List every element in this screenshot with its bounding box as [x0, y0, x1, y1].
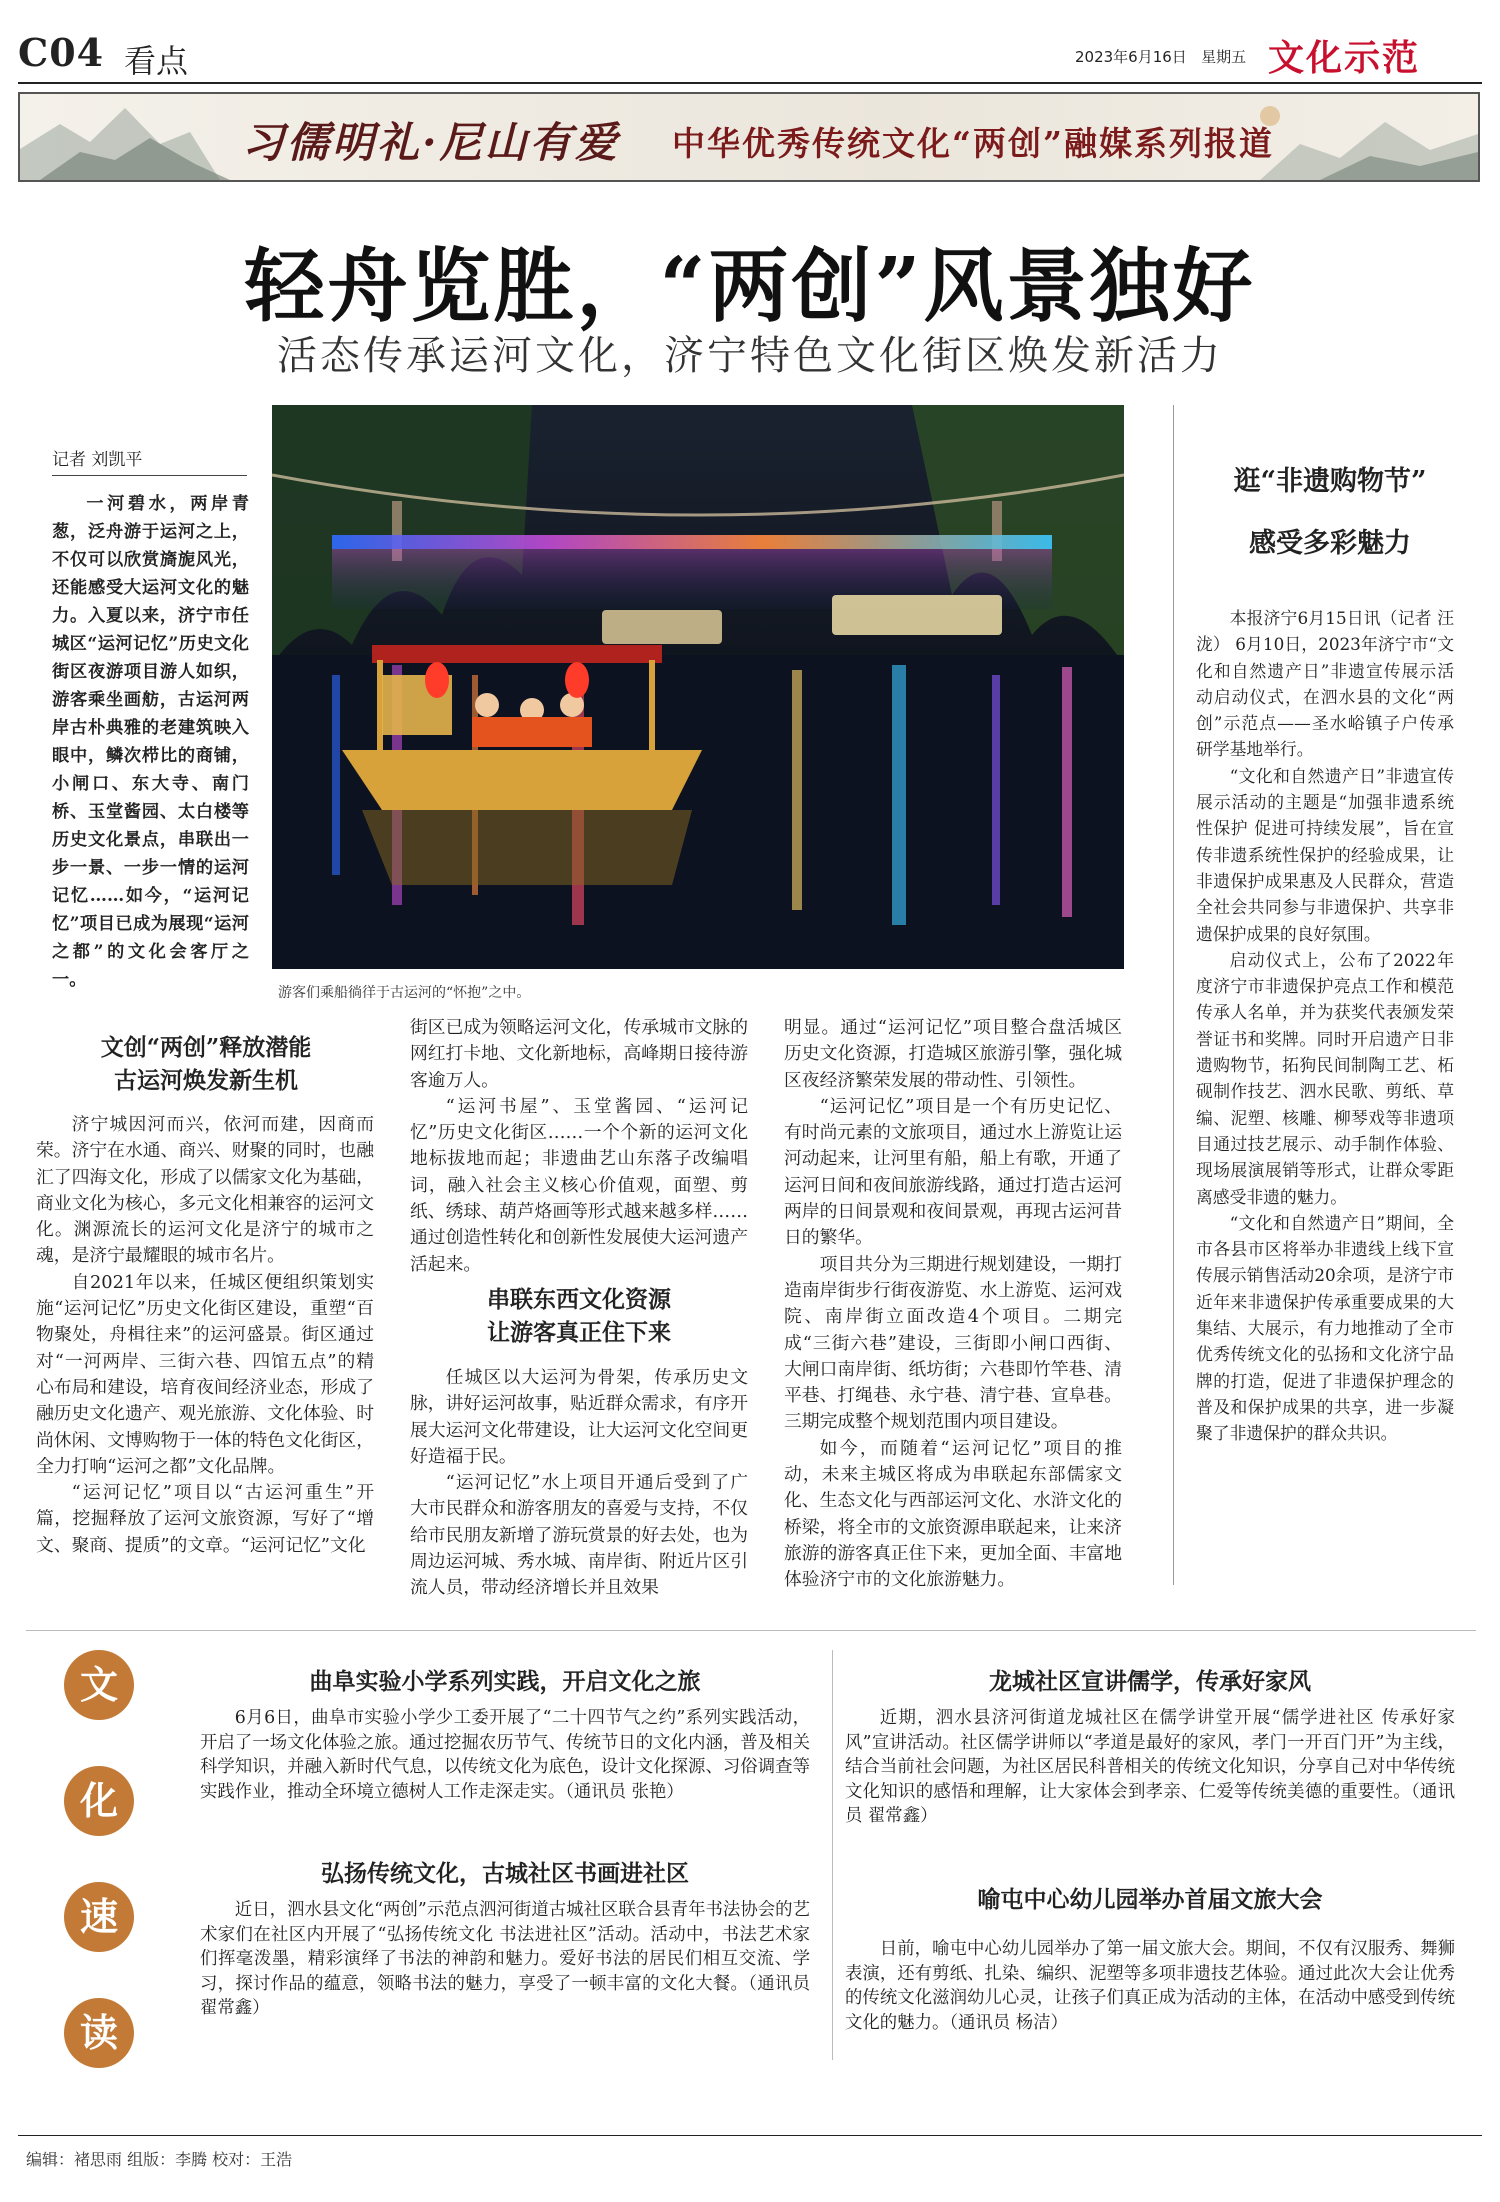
column-2 — [410, 1015, 748, 1278]
sub-headline: 活态传承运河文化，济宁特色文化街区焕发新活力 — [277, 333, 1223, 379]
body-paragraph: 济宁城因河而兴，依河而建，因商而荣。济宁在水通、商兴、财聚的同时，也融汇了四海文化，形成了以儒家文化为基础，商业文化为核心，多元文化相兼容的运河文化。渊源流长的运河文化是济宁的城市之魂，是济宁最耀眼的城市名片。 — [36, 1114, 374, 1267]
main-headline: 轻舟览胜，“两创”风景独好 — [244, 239, 1256, 333]
photo-caption: 游客们乘船徜徉于古运河的“怀抱”之中。 — [278, 985, 531, 1001]
brief-title: 龙城社区宣讲儒学，传承好家风 — [989, 1668, 1311, 1695]
photo-illustration — [272, 405, 1124, 969]
section-heading-line2: 古运河焕发新生机 — [114, 1067, 298, 1094]
sidebar-paragraph: 启动仪式上，公布了2022年度济宁市非遗保护亮点工作和模范传承人名单，并为获奖代表颁发荣誉证书和奖牌。同时开启遗产日非遗购物节，拓狗民间制陶工艺、柘砚制作技艺、泗水民歌、剪纸、草编、泥塑、核雕、柳琴戏等非遗项目通过技艺展示、动手制作体验、现场展演展销等形式，让群众零距离感受非遗的魅力。 — [1196, 949, 1454, 1207]
byline: 记者 刘凯平 — [52, 450, 143, 470]
issue-weekday: 星期五 — [1201, 48, 1247, 66]
brief-body: 近日，泗水县文化“两创”示范点泗河街道古城社区联合县青年书法协会的艺术家们在社区内开展了“弘扬传统文化 书法进社区”活动。活动中，书法艺术家们挥毫泼墨，精彩演绎了书法的神韵和魅力。爱好书法的居民们相互交流、学习，探讨作品的蕴意，领略书法的魅力，享受了一顿丰富的文化大餐。（通讯员 翟常鑫） — [200, 1900, 810, 2019]
series-banner — [18, 92, 1480, 182]
body-paragraph: 自2021年以来，任城区便组织策划实施“运河记忆”历史文化街区建设，重塑“百物聚处，舟楫往来”的运河盛景。街区通过对“一河两岸、三街六巷、四馆五点”的精心布局和建设，培育夜间经济业态，形成了融历史文化遗产、观光旅游、文化体验、时尚休闲、文博购物于一体的特色文化街区，全力打响“运河之都”文化品牌。 — [36, 1271, 374, 1477]
lead-paragraph — [52, 490, 249, 994]
body-paragraph: 街区已成为领略运河文化，传承城市文脉的网红打卡地、文化新地标，高峰期日接待游客逾万人。 — [410, 1017, 748, 1091]
body-paragraph: “运河记忆”水上项目开通后受到了广大市民群众和游客朋友的喜爱与支持，不仅给市民朋友新增了游玩赏景的好去处，也为周边运河城、秀水城、南岸街、附近片区引流人员，带动经济增长并且效果 — [410, 1472, 748, 1599]
briefs-divider — [832, 1650, 833, 2060]
column-1 — [36, 1112, 374, 1559]
newspaper-logo: 文化示范 — [1268, 37, 1421, 79]
sidebar-paragraph: 本报济宁6月15日讯（记者 汪泷） 6月10日，2023年济宁市“文化和自然遗产日”非遗宣传展示活动启动仪式，在泗水县的文化“两创”示范点——圣水峪镇子户传承研学基地举行。 — [1196, 608, 1454, 760]
section-heading-line1: 文创“两创”释放潜能 — [100, 1034, 312, 1061]
sidebar-paragraph: “文化和自然遗产日”非遗宣传展示活动的主题是“加强非遗系统性保护 促进可持续发展”，旨在宣传非遗系统性保护的经验成果，让非遗保护成果惠及人民群众，营造全社会共同参与非遗保护、共享非遗保护成果的良好氛围。 — [1196, 765, 1454, 944]
dateline — [1075, 46, 1246, 67]
lead-text: 一河碧水，两岸青葱，泛舟游于运河之上，不仅可以欣赏旖旎风光，还能感受大运河文化的魅力。入夏以来，济宁市任城区“运河记忆”历史文化街区夜游项目游人如织，游客乘坐画舫，古运河两岸古朴典雅的老建筑映入眼中，鳞次栉比的商铺，小闸口、东大寺、南门桥、玉堂酱园、太白楼等历史文化景点，串联出一步一景、一步一情的运河记忆……如今，“运河记忆”项目已成为展现“运河之都”的文化会客厅之一。 — [52, 494, 249, 990]
brief-item — [845, 1937, 1455, 2035]
briefs-label-char: 化 — [64, 1766, 134, 1836]
section-heading-line1: 串联东西文化资源 — [487, 1286, 671, 1313]
sidebar-title-line2: 感受多彩魅力 — [1249, 528, 1411, 559]
briefs-label-char: 读 — [64, 1998, 134, 2068]
body-paragraph: 项目共分为三期进行规划建设，一期打造南岸街步行街夜游览、水上游览、运河戏院、南岸街立面改造4个项目。二期完成“三街六巷”建设，三街即小闸口西街、大闸口南岸街、纸坊街；六巷即竹竿巷、清平巷、打绳巷、永宁巷、清宁巷、宣阜巷。三期完成整个规划范围内项目建设。 — [784, 1253, 1122, 1433]
briefs-label-char: 速 — [64, 1882, 134, 1952]
night-boat-photo — [272, 405, 1124, 969]
byline-rule — [52, 475, 247, 476]
body-paragraph: “运河记忆”项目以“古运河重生”开篇，挖掘释放了运河文旅资源，写好了“增文、聚商、提质”的文章。“运河记忆”文化 — [36, 1482, 374, 1556]
section-heading-line2: 让游客真正住下来 — [487, 1319, 671, 1346]
brief-item — [200, 1706, 810, 1804]
sidebar-title-line1: 逛“非遗购物节” — [1233, 466, 1427, 497]
editor-credits: 编辑：褚思雨 组版：李腾 校对：王浩 — [26, 2150, 293, 2169]
briefs-label-char: 文 — [64, 1650, 134, 1720]
brief-item — [200, 1898, 810, 2021]
sidebar-paragraph: “文化和自然遗产日”期间，全市各县市区将举办非遗线上线下宣传展示销售活动20余项，是济宁市近年来非遗保护传承重要成果的大集结、大展示，有力地推动了全市优秀传统文化的弘扬和文化济宁品牌的打造，促进了非遗保护理念的普及和保护成果的共享，进一步凝聚了非遗保护的群众共识。 — [1196, 1212, 1454, 1444]
body-paragraph: 明显。通过“运河记忆”项目整合盘活城区历史文化资源，打造城区旅游引擎，强化城区夜经济繁荣发展的带动性、引领性。 — [784, 1017, 1122, 1091]
brief-body: 近期，泗水县济河街道龙城社区在儒学讲堂开展“儒学进社区 传承好家风”宣讲活动。社区儒学讲师以“孝道是最好的家风，孝门一开百门开”为主线，结合当前社会问题，为社区居民科普相关的传统文化知识，分享自己对中华传统文化知识的感悟和理解，让大家体会到孝亲、仁爱等传统美德的重要性。（通讯员 翟常鑫） — [845, 1708, 1455, 1827]
masthead-rule — [18, 82, 1482, 84]
brief-body: 日前，喻屯中心幼儿园举办了第一届文旅大会。期间，不仅有汉服秀、舞狮表演，还有剪纸、扎染、编织、泥塑等多项非遗技艺体验。通过此次大会让优秀的传统文化滋润幼儿心灵，让孩子们真正成为活动的主体，在活动中感受到传统文化的魅力。（通讯员 杨洁） — [845, 1939, 1455, 2033]
sidebar-divider — [1173, 405, 1174, 1585]
body-paragraph: “运河记忆”项目是一个有历史记忆、有时尚元素的文旅项目，通过水上游览让运河动起来，让河里有船，船上有歌，开通了运河日间和夜间旅游线路，通过打造古运河两岸的日间景观和夜间景观，再现古运河昔日的繁华。 — [784, 1095, 1122, 1249]
brief-item — [845, 1706, 1455, 1829]
column-2-continued — [410, 1365, 748, 1602]
brief-title: 弘扬传统文化，古城社区书画进社区 — [321, 1860, 689, 1887]
body-paragraph: “运河书屋”、玉堂酱园、“运河记忆”历史文化街区……一个个新的运河文化地标拔地而起；非遗曲艺山东落子改编唱词，融入社会主义核心价值观，面塑、剪纸、绣球、葫芦烙画等形式越来越多样……通过创造性转化和创新性发展使大运河遗产活起来。 — [410, 1095, 748, 1275]
footer-rule — [18, 2135, 1482, 2136]
brief-body: 6月6日，曲阜市实验小学少工委开展了“二十四节气之约”系列实践活动，开启了一场文化体验之旅。通过挖掘农历节气、传统节日的文化内涵，普及相关科学知识，并融入新时代气息，以传统文化为底色，设计文化探源、习俗调查等实践作业，推动全环境立德树人工作走深走实。（通讯员 张艳） — [200, 1708, 810, 1802]
column-3 — [784, 1015, 1122, 1594]
body-paragraph: 如今，而随着“运河记忆”项目的推动，未来主城区将成为串联起东部儒家文化、生态文化与西部运河文化、水浒文化的桥梁，将全市的文旅资源串联起来，让来济旅游的游客真正住下来，更加全面、丰富地体验济宁市的文化旅游魅力。 — [784, 1437, 1122, 1591]
banner-calligraphy-title: 习儒明礼·尼山有爱 — [242, 118, 620, 167]
section-name: 看点 — [124, 42, 189, 80]
briefs-top-rule — [26, 1630, 1476, 1631]
body-paragraph: 任城区以大运河为骨架，传承历史文脉，讲好运河故事，贴近群众需求，有序开展大运河文化带建设，让大运河文化空间更好造福于民。 — [410, 1367, 748, 1467]
issue-date: 2023年6月16日 — [1075, 48, 1187, 66]
sidebar-body — [1196, 605, 1454, 1447]
banner-series-title: 中华优秀传统文化“两创”融媒系列报道 — [672, 124, 1274, 163]
brief-title: 喻屯中心幼儿园举办首届文旅大会 — [977, 1886, 1323, 1913]
page-number: C04 — [18, 30, 105, 75]
brief-title: 曲阜实验小学系列实践，开启文化之旅 — [309, 1668, 701, 1695]
